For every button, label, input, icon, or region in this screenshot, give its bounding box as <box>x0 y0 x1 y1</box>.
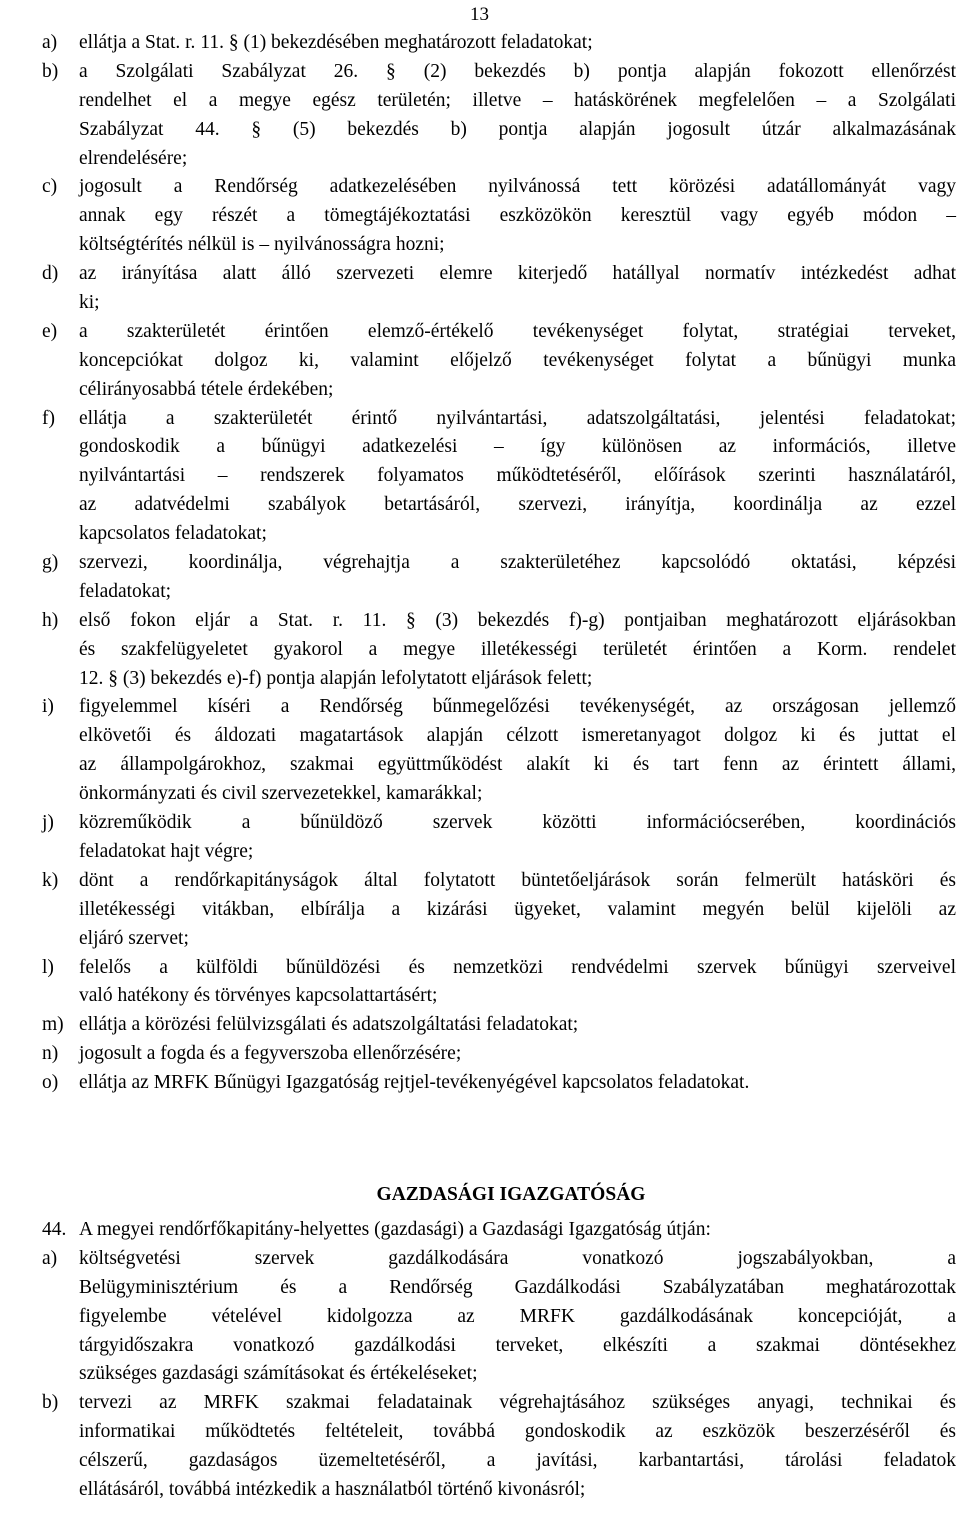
line-text: közreműködik a bűnüldöző szervek közötti információcserében, koordinációs <box>79 812 956 834</box>
line-text: költségtérítés nélkül is – nyilvánosságra hozni; <box>79 234 445 256</box>
line-text: eljáró szervet; <box>79 927 189 949</box>
text-line <box>42 867 956 896</box>
line-text: való hatékony és törvényes kapcsolattartásért; <box>79 985 438 1007</box>
list-marker: a) <box>42 32 58 53</box>
line-text: szervezi, koordinálja, végrehajtja a szakterületéhez kapcsolódó oktatási, képzési <box>79 552 956 574</box>
text-line <box>42 722 956 751</box>
text-line <box>42 145 956 174</box>
line-text: nyilvántartási – rendszerek folyamatos működtetéséről, előírások szerinti használatáról, <box>79 465 956 487</box>
line-text: az adatvédelmi szabályok betartásáról, szervezi, irányítja, koordinálja az ezzel <box>79 494 956 516</box>
line-text: elrendelésére; <box>79 147 188 169</box>
line-text: kapcsolatos feladatokat; <box>79 523 267 545</box>
line-text: az állampolgárokhoz, szakmai együttműködést alakít ki és tart fenn az érintett állami, <box>79 754 956 776</box>
line-text: ellátja a Stat. r. 11. § (1) bekezdésében meghatározott feladatokat; <box>79 32 593 53</box>
line-text: A megyei rendőrfőkapitány-helyettes (gazdasági) a Gazdasági Igazgatóság útján: <box>79 1218 711 1240</box>
text-line <box>42 231 956 260</box>
line-text: figyelembe vételével kidolgozza az MRFK gazdálkodásának koncepcióját, a <box>79 1305 956 1327</box>
line-text: első fokon eljár a Stat. r. 11. § (3) bekezdés f)-g) pontjaiban meghatározott eljárásokban <box>79 609 956 631</box>
text-line <box>42 173 956 202</box>
document-body <box>42 29 956 1505</box>
line-text: a Szolgálati Szabályzat 26. § (2) bekezdés b) pontja alapján fokozott ellenőrzést <box>79 60 956 82</box>
line-text: célirányosabbá tétele érdekében; <box>79 378 334 400</box>
text-line <box>42 433 956 462</box>
economic-duties-list <box>42 1216 956 1505</box>
line-text: ellátja a körözési felülvizsgálati és adatszolgáltatási feladatokat; <box>79 1014 579 1036</box>
line-text: jogosult a Rendőrség adatkezelésében nyilvánossá tett körözési adatállományát vagy <box>79 176 956 198</box>
line-text: önkormányzati és civil szervezetekkel, kamarákkal; <box>79 783 483 805</box>
list-marker: e) <box>42 320 58 342</box>
list-marker: h) <box>42 609 59 631</box>
text-line <box>42 116 956 145</box>
text-line <box>42 1418 956 1447</box>
text-line <box>42 1303 956 1332</box>
text-line <box>42 954 956 983</box>
line-text: tárgyidőszakra vonatkozó gazdálkodási terveket, elkészíti a szakmai döntésekhez <box>79 1334 956 1356</box>
line-text: illetékességi vitákban, elbírálja a kizárási ügyeket, valamint megyén belül kijelöli az <box>79 898 956 920</box>
line-text: ellátja a szakterületét érintő nyilvántartási, adatszolgáltatási, jelentési feladatokat; <box>79 407 956 429</box>
text-line <box>42 1069 956 1098</box>
line-text: célszerű, gazdaságos üzemeltetéséről, a javítási, karbantartási, tárolási feladatok <box>79 1450 956 1472</box>
text-line <box>42 809 956 838</box>
section-heading: GAZDASÁGI IGAZGATÓSÁG <box>376 1183 646 1205</box>
line-text: feladatokat; <box>79 580 172 602</box>
list-marker: b) <box>42 1392 59 1414</box>
text-line <box>42 318 956 347</box>
line-text: Belügyminisztérium és a Rendőrség Gazdálkodási Szabályzatában meghatározottak <box>79 1276 956 1298</box>
text-line <box>42 896 956 925</box>
line-text: rendelhet el a megye egész területén; illetve – hatáskörének megfelelően – a Szolgálati <box>79 89 956 111</box>
text-line <box>42 1216 956 1245</box>
list-marker: f) <box>42 407 55 429</box>
text-line <box>42 289 956 318</box>
line-text: informatikai működtetés feltételeit, továbbá gondoskodik az eszközök beszerzéséről és <box>79 1421 956 1443</box>
text-line <box>42 1389 956 1418</box>
line-text: és szakfelügyeletet gyakorol a megye illetékességi területét érintően a Korm. rendelet <box>79 638 956 660</box>
text-line <box>42 376 956 405</box>
text-line <box>42 1245 956 1274</box>
text-line <box>42 1360 956 1389</box>
text-line <box>42 520 956 549</box>
line-text: gondoskodik a bűnügyi adatkezelési – így különösen az információs, illetve <box>79 436 956 458</box>
text-line <box>42 578 956 607</box>
text-line <box>42 1040 956 1069</box>
list-marker: c) <box>42 176 58 198</box>
list-marker: b) <box>42 60 59 82</box>
list-marker: a) <box>42 1247 58 1269</box>
line-text: az irányítása alatt álló szervezeti elemre kiterjedő hatállyal normatív intézkedést adhat <box>79 263 956 285</box>
list-marker: n) <box>42 1043 59 1065</box>
text-line <box>42 751 956 780</box>
line-text: költségvetési szervek gazdálkodására vonatkozó jogszabályokban, a <box>79 1247 956 1269</box>
line-text: ki; <box>79 292 100 314</box>
line-text: a szakterületét érintően elemző-értékelő tevékenységet folytat, stratégiai terveket, <box>79 320 956 342</box>
text-line <box>42 58 956 87</box>
text-line <box>42 665 956 694</box>
list-marker: o) <box>42 1072 59 1094</box>
line-text: figyelemmel kíséri a Rendőrség bűnmegelőzési tevékenységét, az országosan jellemző <box>79 696 956 718</box>
list-marker: k) <box>42 869 59 891</box>
text-line <box>42 1332 956 1361</box>
text-line <box>42 405 956 434</box>
text-line <box>42 1274 956 1303</box>
duties-list <box>42 29 956 1098</box>
line-text: ellátásáról, továbbá intézkedik a használatból történő kivonásról; <box>79 1478 586 1500</box>
line-text: annak egy részét a tömegtájékoztatási eszközökön keresztül vagy egyéb módon – <box>79 205 956 227</box>
text-line <box>42 1447 956 1476</box>
line-text: ellátja az MRFK Bűnügyi Igazgatóság rejtjel-tevékenyégével kapcsolatos feladatokat. <box>79 1072 750 1094</box>
text-line <box>42 549 956 578</box>
line-text: tervezi az MRFK szakmai feladatainak végrehajtásához szükséges anyagi, technikai és <box>79 1392 956 1414</box>
list-marker: i) <box>42 696 54 718</box>
line-text: Szabályzat 44. § (5) bekezdés b) pontja alapján jogosult útzár alkalmazásának <box>79 118 956 140</box>
text-line <box>42 462 956 491</box>
text-line <box>42 347 956 376</box>
list-marker: g) <box>42 552 59 574</box>
section-spacer <box>42 1098 956 1178</box>
text-line <box>42 636 956 665</box>
text-line <box>42 1011 956 1040</box>
line-text: elkövetői és áldozati magatartások alapján célzott ismeretanyagot dolgoz ki és juttat el <box>79 725 956 747</box>
text-line <box>42 693 956 722</box>
text-line <box>42 260 956 289</box>
text-line <box>42 202 956 231</box>
text-line <box>42 87 956 116</box>
list-marker: l) <box>42 956 54 978</box>
text-line <box>42 491 956 520</box>
list-marker: j) <box>42 812 54 834</box>
text-line <box>42 838 956 867</box>
text-line <box>42 29 956 58</box>
list-marker: m) <box>42 1014 64 1036</box>
line-text: felelős a külföldi bűnüldözési és nemzetközi rendvédelmi szervek bűnügyi szerveivel <box>79 956 956 978</box>
page-number: 13 <box>470 4 489 25</box>
line-text: jogosult a fogda és a fegyverszoba ellenőrzésére; <box>79 1043 462 1065</box>
text-line <box>42 607 956 636</box>
line-text: 12. § (3) bekezdés e)-f) pontja alapján lefolytatott eljárások felett; <box>79 667 593 689</box>
text-line <box>42 1476 956 1505</box>
list-marker: d) <box>42 263 59 285</box>
text-line <box>42 780 956 809</box>
line-text: szükséges gazdasági számításokat és értékeléseket; <box>79 1363 478 1385</box>
line-text: dönt a rendőrkapitányságok által folytatott büntetőeljárások során felmerült hatásköri és <box>79 869 956 891</box>
text-line <box>42 982 956 1011</box>
list-marker: 44. <box>42 1218 67 1240</box>
text-line <box>42 925 956 954</box>
line-text: feladatokat hajt végre; <box>79 840 254 862</box>
line-text: koncepciókat dolgoz ki, valamint előjelző tevékenységet folytat a bűnügyi munka <box>79 349 956 371</box>
